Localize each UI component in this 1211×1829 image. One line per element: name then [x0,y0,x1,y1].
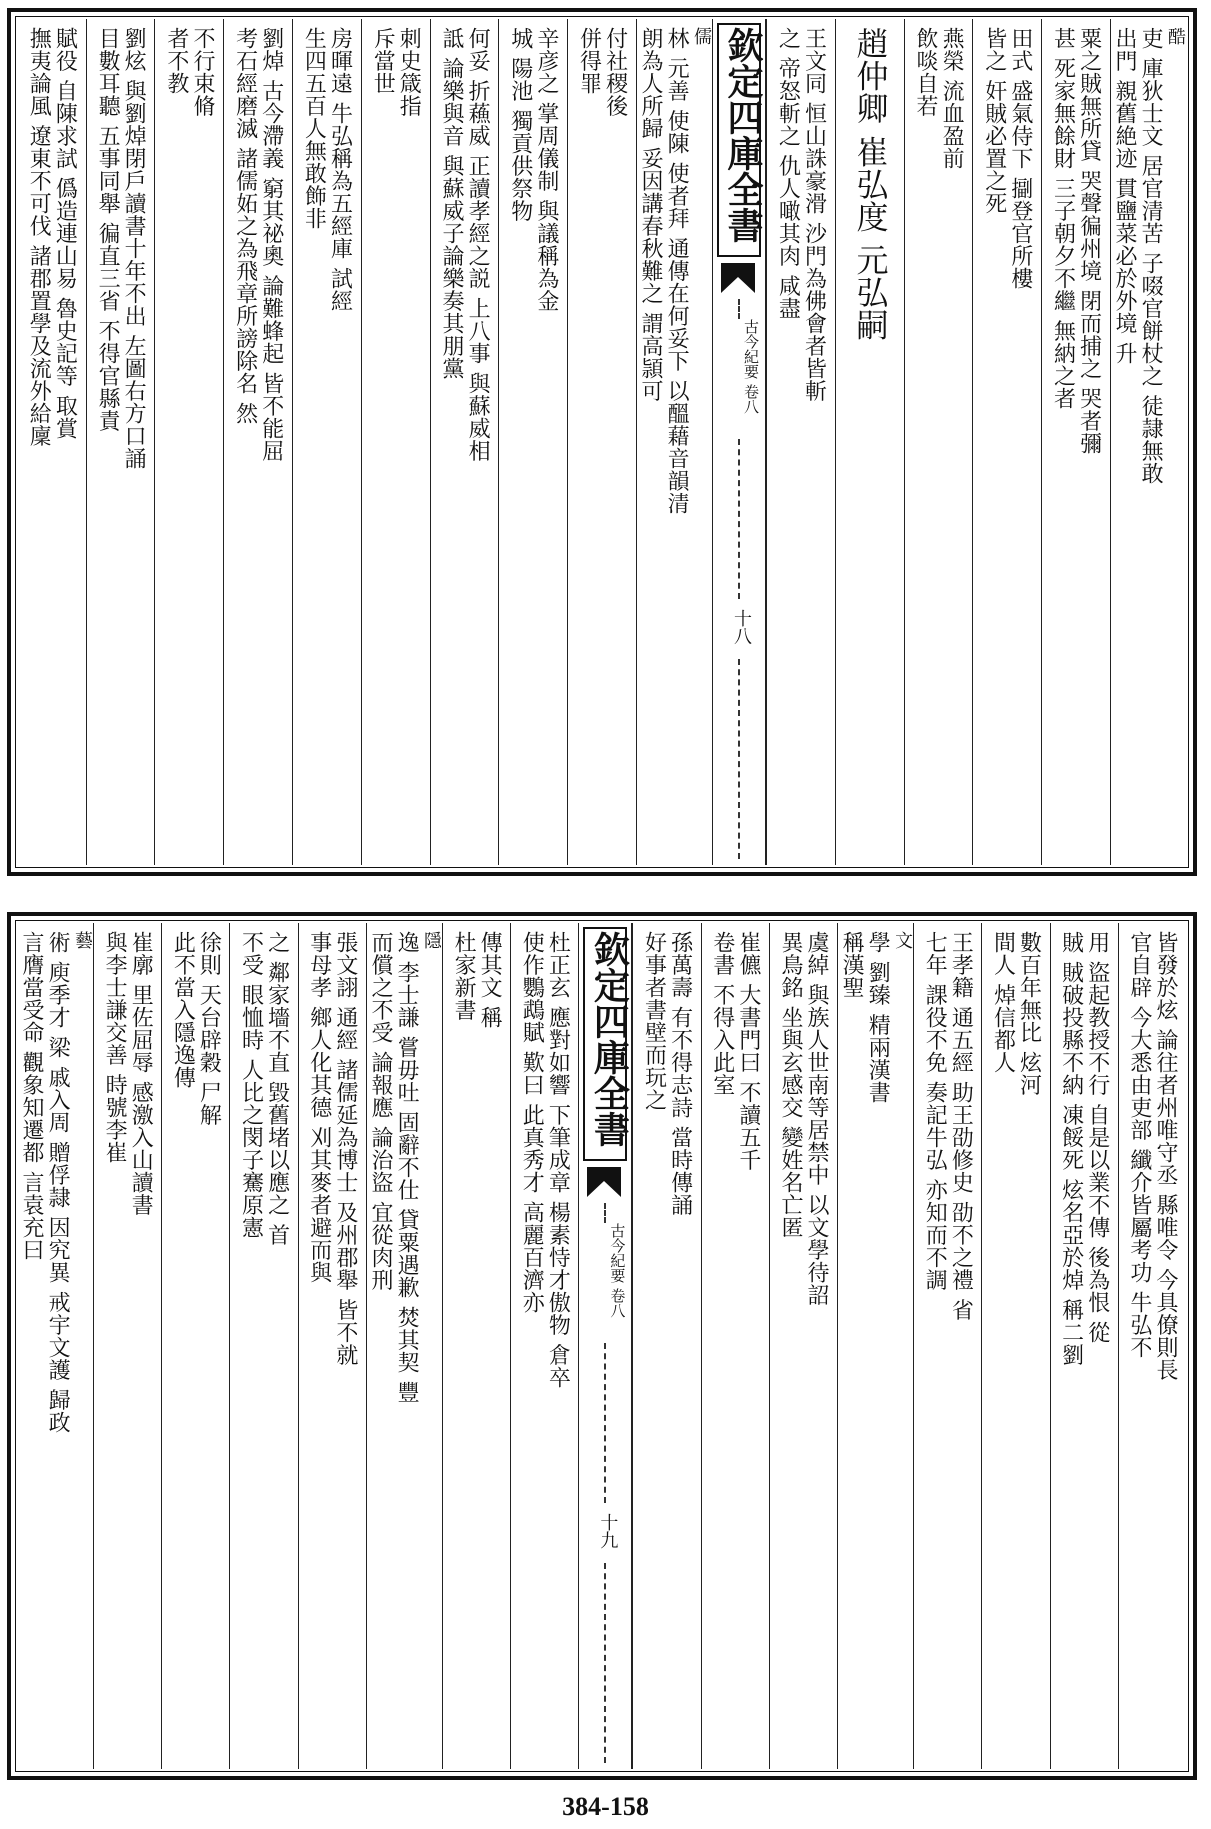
text-line: 杜家新書 [451,931,477,1021]
text-column [510,923,578,1769]
text-line: 燕榮 流血盈前 [939,27,965,170]
text-line: 此不當入隱逸傳 [170,931,196,1089]
text-line: 者不教 [163,27,189,95]
text-line: 孫萬壽 有不得志詩 當時傳誦 [667,931,693,1216]
text-line: 術 庾季才 梁 戚入周 贈俘隷 因究異 戒宇文護 歸政 [45,931,71,1434]
text-line: 異鳥銘 坐與玄感交 變姓名亡匿 [777,931,803,1239]
text-column [981,923,1049,1769]
text-line: 付社稷後 [602,27,628,117]
text-column [1110,19,1186,865]
fishtail-mark-icon [587,1167,621,1197]
text-line: 稱漢聖 [839,931,865,999]
text-line: 王孝籍 通五經 助王劭修史 劭不之禮 省 [948,931,974,1321]
text-column [18,923,93,1769]
text-column [636,19,712,865]
text-line: 劉炫 與劉焯閉戶讀書十年不出 左圖右方口誦 [121,27,147,470]
text-line: 王文同 恒山誅豪滑 沙門為佛會者皆斬 [801,27,827,402]
text-line: 生四五百人無敢飾非 [301,27,327,230]
text-column [769,923,837,1769]
book-title: 欽定四庫全書 [588,931,631,1147]
text-column [632,923,700,1769]
text-line: 文 [892,931,914,950]
text-line: 崔儦 大書門曰 不讀五千 [735,931,761,1171]
text-line: 目數耳聽 五事同舉 徧直三省 不得官縣責 [95,27,121,432]
text-column [86,19,155,865]
text-column [835,19,904,865]
text-line: 房暉遠 牛弘稱為五經庫 試經 [327,27,353,312]
text-column [442,923,510,1769]
fishtail-mark-icon [721,263,755,293]
text-line: 考石經磨滅 諸儒妬之為飛章所謗除名 然 [232,27,258,425]
text-column [430,19,499,865]
text-line: 皆發於炫 論往者州唯守丞 縣唯令 今具僚則長 [1152,931,1178,1381]
fold-rule [604,1343,608,1503]
text-column [361,19,430,865]
text-line: 併得罪 [576,27,602,95]
text-column [1118,923,1186,1769]
volume-label: 古今紀要 卷八 [742,319,761,414]
text-column [223,19,292,865]
text-column [292,19,361,865]
text-line: 好事者書壁而玩之 [641,931,667,1111]
text-line: 之 鄰家墻不直 毀舊堵以應之 首 [264,931,290,1246]
text-line: 劉焯 古今滯義 窮其祕奧 論難蜂起 皆不能屈 [258,27,284,462]
page-bottom [7,912,1197,1780]
text-line: 數百年無比 炫河 [1016,931,1042,1096]
text-line: 田式 盛氣侍下 㨽登官所樓 [1007,27,1033,290]
text-line: 官自辟 今大悉由吏部 纖介皆屬考功 牛弘不 [1126,931,1152,1359]
text-column [93,923,161,1769]
fold-rule [738,439,742,599]
text-line: 不行束脩 [189,27,215,117]
text-line: 賊 賊破投縣不納 凍餒死 炫名亞於焯 稱二劉 [1058,931,1084,1366]
text-column [972,19,1041,865]
text-line: 崔廓 里佐屈辱 感激入山讀書 [128,931,154,1216]
text-line: 何妥 折蘓威 正讀孝經之説 上八事 與蘇威相 [465,27,491,462]
text-line: 酷 [1165,27,1186,46]
page-top [7,8,1197,876]
fold-rule [738,299,742,319]
text-line: 不受 眼恤時 人比之閔子騫原憲 [238,931,264,1239]
fold-rule [604,1563,608,1763]
text-line: 朗為人所歸 妥因講春秋難之 謂高頴可 [638,27,664,402]
text-line: 儒 [691,27,713,46]
text-column [498,19,567,865]
fold-rule [604,1203,608,1223]
book-title: 欽定四庫全書 [722,27,765,243]
volume-label: 古今紀要 卷八 [608,1223,627,1318]
fold-column [578,923,632,1769]
text-line: 吏 庫狄士文 居官清苦 子啜官餅杖之 徒隷無敢 [1138,27,1164,485]
text-line: 逸 李士謙 嘗毋吐 固辭不仕 貸粟遇歉 焚其契 豐 [394,931,420,1404]
text-column [701,923,769,1769]
text-line: 七年 課役不免 奏記牛弘 亦知而不調 [922,931,948,1291]
text-line: 卷書 不得入此室 [709,931,735,1096]
text-column [229,923,297,1769]
text-line: 徐則 天台辟穀 尸解 [196,931,222,1126]
text-line: 隱 [420,931,442,950]
text-line: 出門 親舊絶迹 貫鹽菜必於外境 升 [1112,27,1138,365]
text-line: 林 元善 使陳 使者拜 通傳在何妥下 以醞藉音韻清 [664,27,690,515]
text-line: 粟之賊無所貸 哭聲徧州境 閉而捕之 哭者彌 [1076,27,1102,455]
text-column [567,19,636,865]
text-line: 趙仲卿 崔弘度 元弘嗣 [851,27,890,341]
text-line: 斥當世 [370,27,396,95]
text-line: 之 帝怒斬之 仇人噉其肉 咸盡 [775,27,801,320]
text-line: 使作鸚鵡賦 歎曰 此真秀才 高麗百濟亦 [519,931,545,1314]
leaf-number: 十九 [597,1513,619,1549]
columns-bottom [18,923,1186,1769]
text-line: 傳其文 稱 [477,931,503,1029]
text-line: 飲啖自若 [912,27,938,117]
text-line: 而償之不受 論報應 論治盜 宜從肉刑 [367,931,393,1291]
text-line: 撫夷論風 遼東不可伐 諸郡置學及流外給廩 [26,27,52,447]
text-line: 杜正玄 應對如響 下筆成章 楊素恃才傲物 倉卒 [545,931,571,1389]
text-column [298,923,366,1769]
text-line: 事母孝 鄉人化其德 刈其麥者避而與 [306,931,332,1284]
text-column [766,19,835,865]
text-line: 城 陽池 獨貢供祭物 [507,27,533,222]
text-line: 間人 焯信都人 [990,931,1016,1074]
text-line: 言膺當受命 觀象知遷都 言袁充曰 [19,931,45,1261]
text-column [366,923,442,1769]
text-line: 張文詡 通經 諸儒延為博士 及州郡舉 皆不就 [332,931,358,1366]
text-column [161,923,229,1769]
text-line: 用 盜起教授不行 自是以業不傳 後為恨 從 [1084,931,1110,1344]
text-line: 詆 論樂與音 與蘇威子論樂奏其朋黨 [438,27,464,380]
text-line: 虞綽 與族人世南等居禁中 以文學待詔 [804,931,830,1306]
text-line: 甚 死家無餘財 三子朝夕不繼 無納之者 [1050,27,1076,410]
page-number: 384-158 [562,1792,649,1821]
text-column [904,19,973,865]
text-column [837,923,913,1769]
text-column [154,19,223,865]
text-column [1050,923,1118,1769]
fold-rule [738,659,742,859]
text-line: 皆之 奸賊必置之死 [981,27,1007,215]
text-line: 學 劉臻 精兩漢書 [865,931,891,1104]
columns-top [18,19,1186,865]
leaf-number: 十八 [731,609,753,645]
text-column [913,923,981,1769]
text-line: 藝 [72,931,93,950]
text-column [18,19,86,865]
text-column [1041,19,1110,865]
text-line: 刺史箴指 [396,27,422,117]
text-line: 賦役 自陳求試 僞造連山易 魯史記等 取賞 [52,27,78,440]
fold-column [712,19,766,865]
text-line: 辛彦之 掌周儀制 與議稱為金 [533,27,559,312]
text-line: 與李士謙交善 時號李崔 [102,931,128,1164]
